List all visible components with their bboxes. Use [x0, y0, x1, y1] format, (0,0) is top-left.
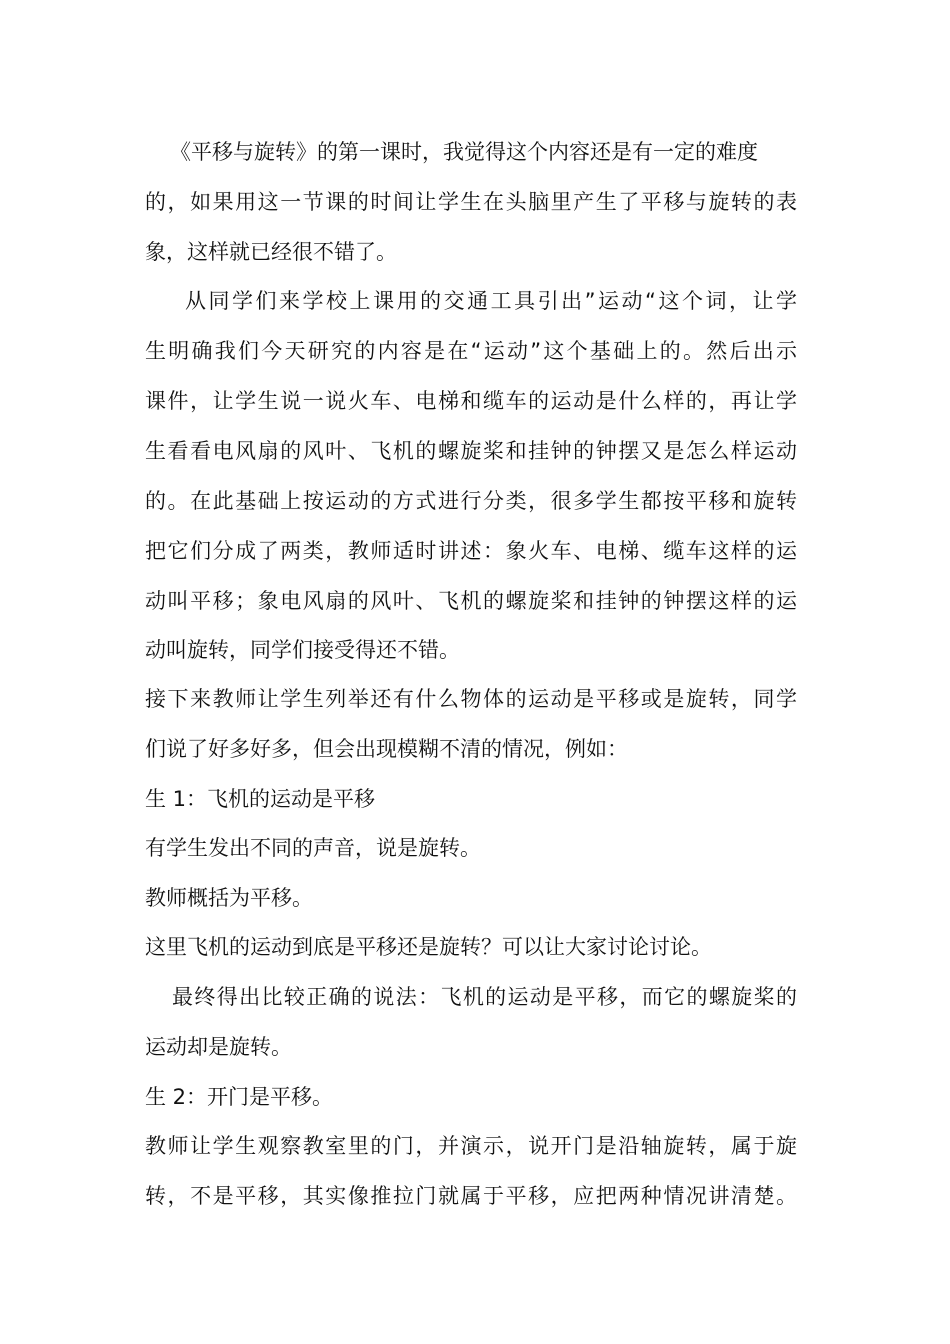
- teacher-demo-line-1: 教师让学生观察教室里的门，并演示，说开门是沿轴旋转，属于旋: [145, 1134, 797, 1158]
- paragraph-3-line-2: 们说了好多好多，但会出现模糊不清的情况，例如：: [145, 737, 628, 761]
- teacher-demo-line-2: 转，不是平移，其实像推拉门就属于平移，应把两种情况讲清楚。: [145, 1184, 797, 1208]
- paragraph-2-line-8: 动叫旋转，同学们接受得还不错。: [145, 638, 460, 662]
- paragraph-1-line-2: 的，如果用这一节课的时间让学生在头脑里产生了平移与旋转的表: [145, 190, 797, 214]
- student-1-statement: 生 1：飞机的运动是平移: [145, 787, 376, 811]
- student-response: 有学生发出不同的声音，说是旋转。: [145, 836, 481, 860]
- student-2-statement: 生 2：开门是平移。: [145, 1085, 334, 1109]
- discussion-question: 这里飞机的运动到底是平移还是旋转？可以让大家讨论讨论。: [145, 935, 712, 959]
- paragraph-2-line-2: 生明确我们今天研究的内容是在“运动”这个基础上的。然后出示: [145, 339, 797, 363]
- teacher-summary: 教师概括为平移。: [145, 886, 313, 910]
- paragraph-1-line-1: 《平移与旋转》的第一课时，我觉得这个内容还是有一定的难度: [170, 140, 758, 164]
- paragraph-3-line-1: 接下来教师让学生列举还有什么物体的运动是平移或是旋转，同学: [145, 687, 797, 711]
- paragraph-2-line-5: 的。在此基础上按运动的方式进行分类，很多学生都按平移和旋转: [145, 489, 797, 513]
- conclusion-line-1: 最终得出比较正确的说法：飞机的运动是平移，而它的螺旋桨的: [172, 985, 797, 1009]
- conclusion-line-2: 运动却是旋转。: [145, 1035, 292, 1059]
- paragraph-2-line-1: 从同学们来学校上课用的交通工具引出”运动“这个词，让学: [185, 289, 797, 313]
- paragraph-2-line-6: 把它们分成了两类，教师适时讲述：象火车、电梯、缆车这样的运: [145, 539, 797, 563]
- paragraph-2-line-3: 课件，让学生说一说火车、电梯和缆车的运动是什么样的，再让学: [145, 389, 797, 413]
- paragraph-2-line-4: 生看看电风扇的风叶、飞机的螺旋桨和挂钟的钟摆又是怎么样运动: [145, 439, 797, 463]
- paragraph-2-line-7: 动叫平移；象电风扇的风叶、飞机的螺旋桨和挂钟的钟摆这样的运: [145, 589, 797, 613]
- paragraph-1-line-3: 象，这样就已经很不错了。: [145, 240, 397, 264]
